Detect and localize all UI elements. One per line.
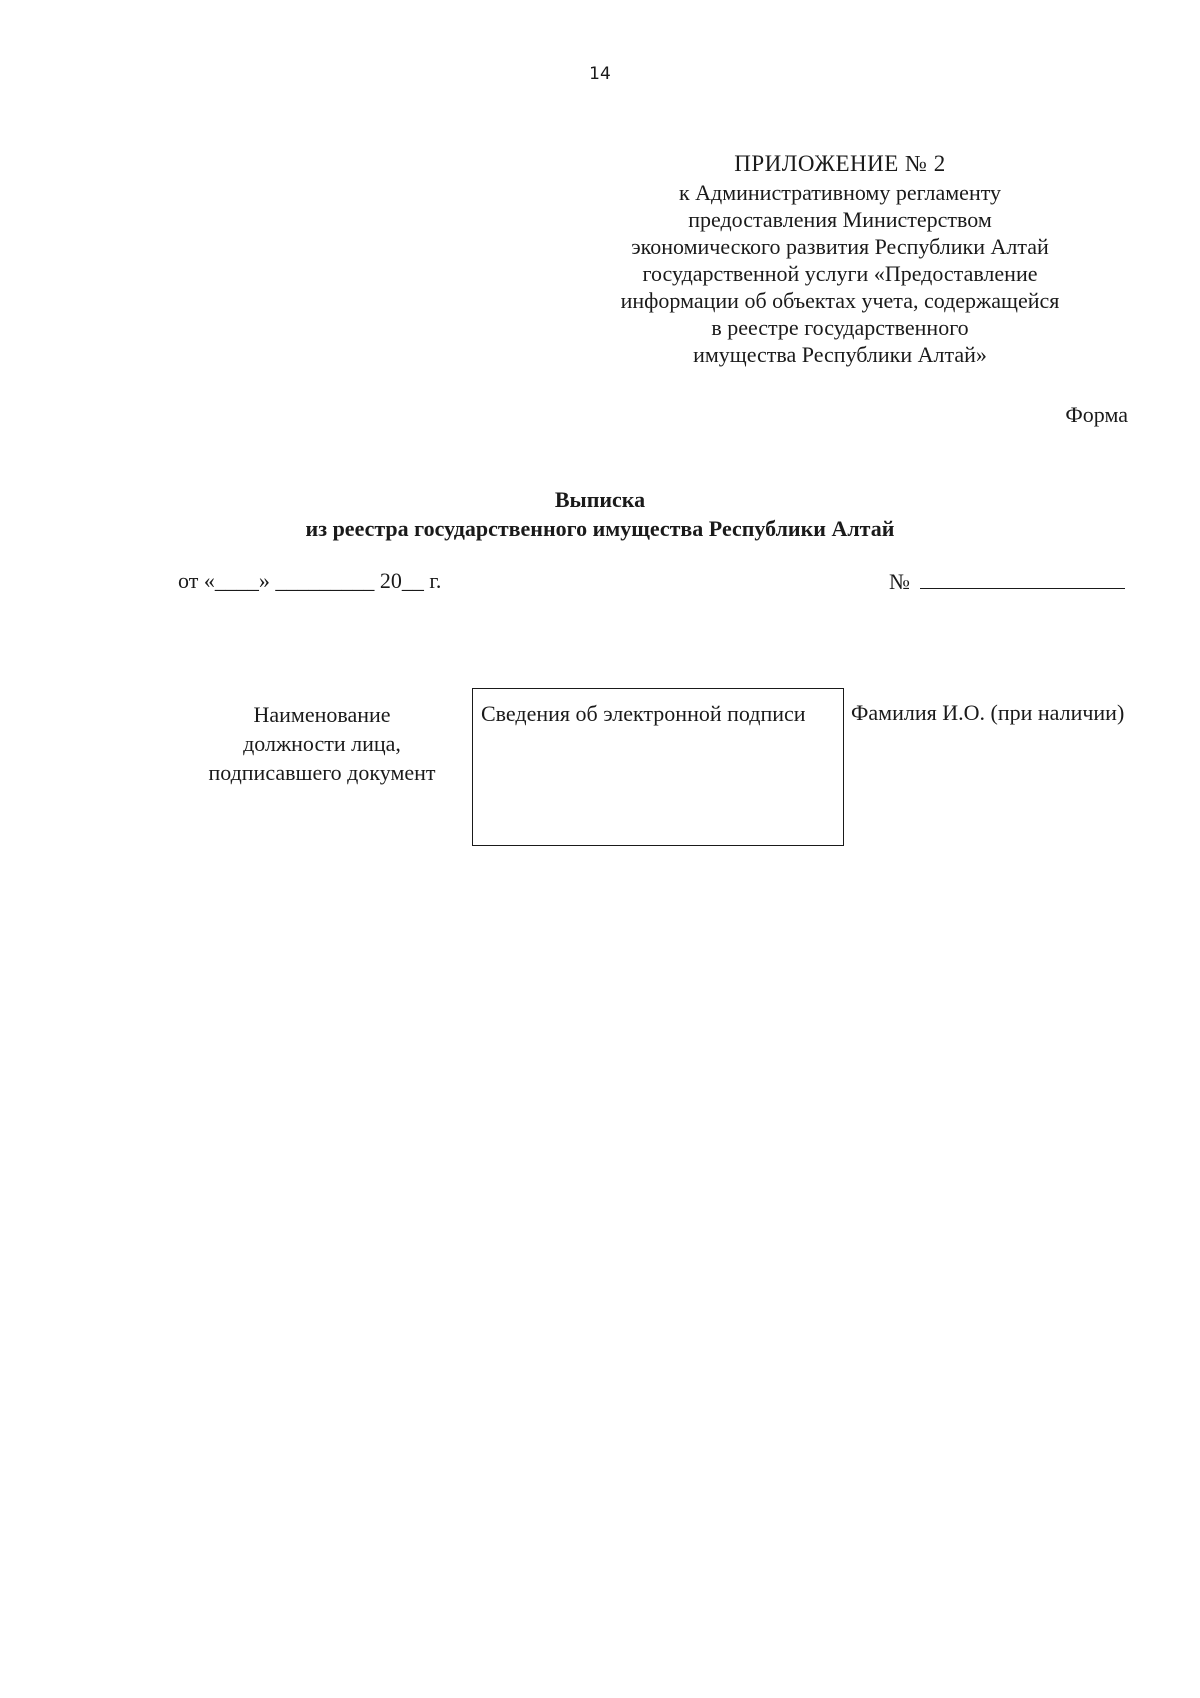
document-title <box>0 485 1200 543</box>
signer-full-name-label: Фамилия И.О. (при наличии) <box>851 700 1125 725</box>
signer-position-label <box>182 700 462 787</box>
document-title-line1: Выписка <box>554 487 646 512</box>
appendix-line: в реестре государственного <box>711 315 969 340</box>
appendix-line: предоставления Министерством <box>688 207 992 232</box>
signer-position-line: подписавшего документ <box>208 760 436 785</box>
document-number-field <box>889 568 1125 595</box>
signature-block <box>0 688 1200 848</box>
appendix-title: ПРИЛОЖЕНИЕ № 2 <box>734 151 946 176</box>
appendix-line: экономического развития Республики Алтай <box>631 234 1049 259</box>
appendix-header <box>600 150 1080 368</box>
electronic-signature-label: Сведения об электронной подписи <box>481 701 806 726</box>
document-title-line2: из реестра государственного имущества Республики Алтай <box>305 516 895 541</box>
number-blank-line <box>920 568 1125 589</box>
page-number: 14 <box>589 64 611 84</box>
appendix-line: имущества Республики Алтай» <box>693 342 987 367</box>
appendix-line: информации об объектах учета, содержащейся <box>620 288 1060 313</box>
number-label: № <box>889 569 910 594</box>
appendix-line: к Административному регламенту <box>678 180 1002 205</box>
date-field: от «____» _________ 20__ г. <box>178 568 442 593</box>
electronic-signature-box <box>472 688 844 846</box>
signer-position-line: должности лица, <box>243 731 401 756</box>
form-label: Форма <box>1065 402 1128 427</box>
signer-position-line: Наименование <box>253 702 391 727</box>
appendix-line: государственной услуги «Предоставление <box>642 261 1038 286</box>
